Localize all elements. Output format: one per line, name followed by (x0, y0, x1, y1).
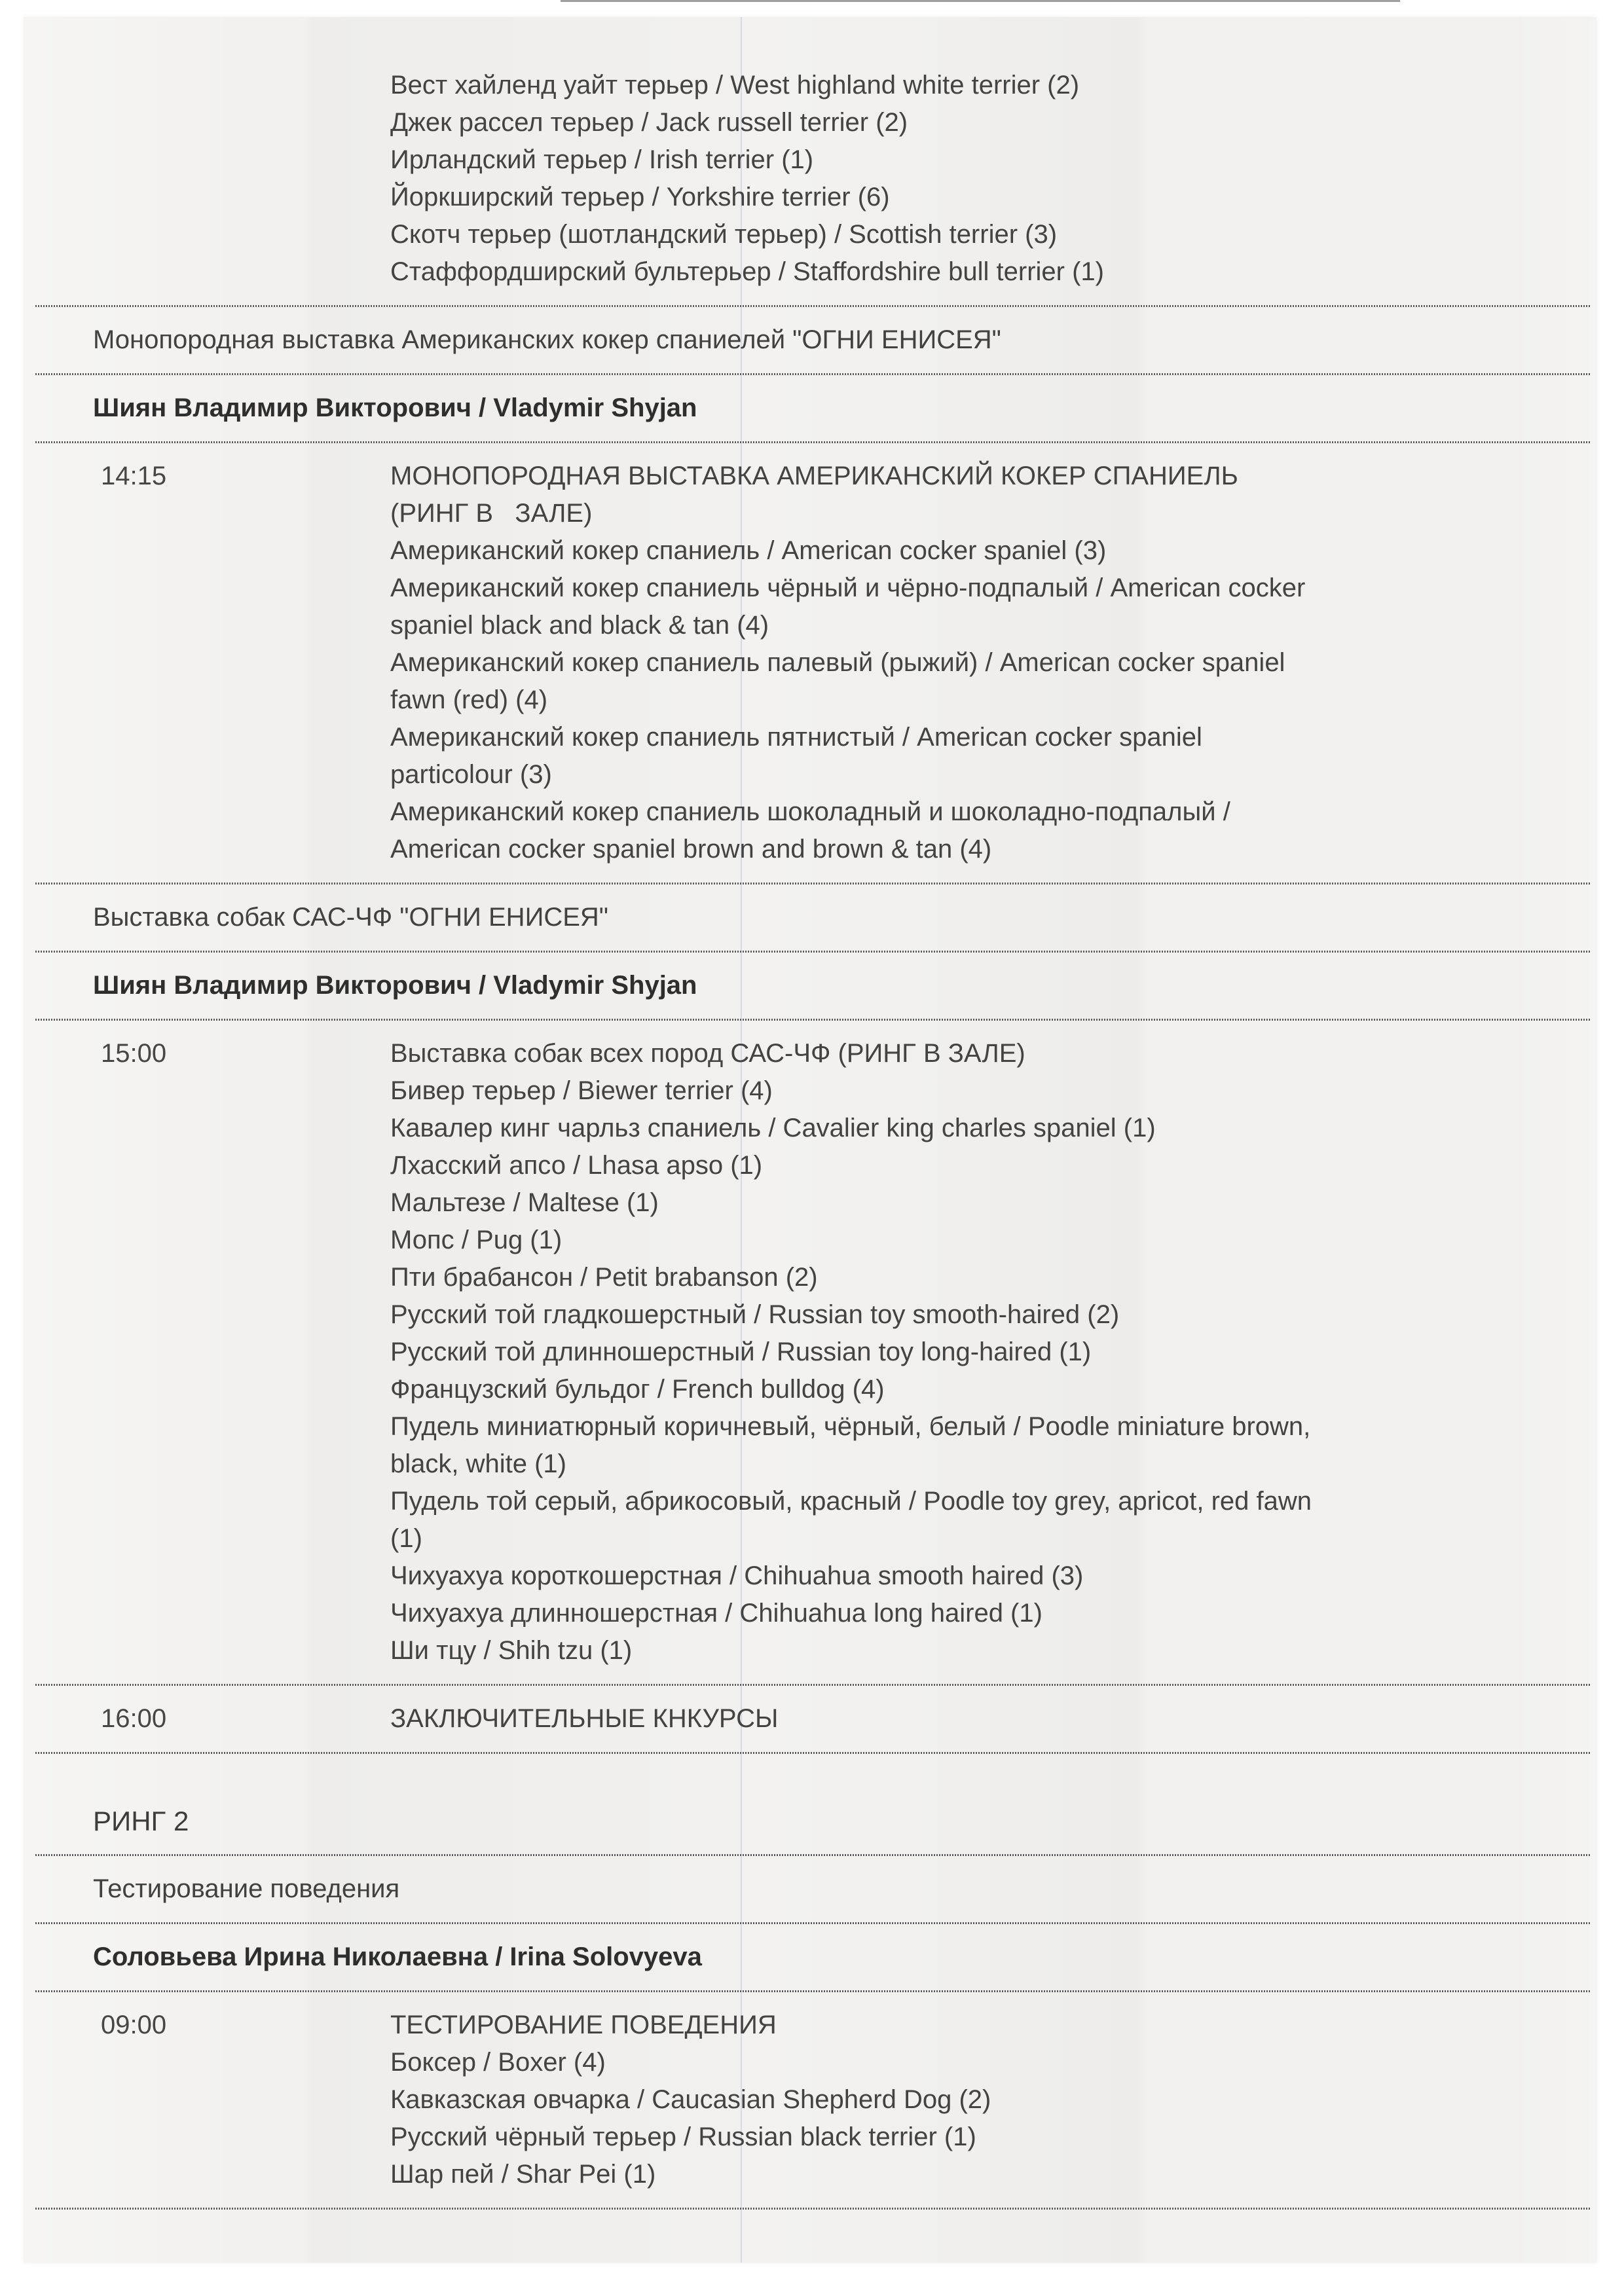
schedule-row (24, 67, 1596, 291)
event-line: Боксер / Boxer (4) (390, 2048, 606, 2077)
event-line: Американский кокер спаниель палевый (рыжий) / American cocker spaniel (390, 648, 1285, 677)
section-title: Тестирование поведения (93, 1874, 400, 1903)
divider-rule (35, 883, 1590, 884)
event-line: American cocker spaniel brown and brown & tan (4) (390, 835, 992, 864)
event-line: Ши тцу / Shih tzu (1) (390, 1636, 633, 1665)
schedule-row (24, 458, 1596, 868)
event-line: Шар пей / Shar Pei (1) (390, 2160, 656, 2189)
event-cell (390, 67, 1590, 291)
event-line: particolour (3) (390, 760, 552, 789)
event-line: Американский кокер спаниель пятнистый / American cocker spaniel (390, 723, 1202, 752)
time-cell: 16:00 (101, 1704, 167, 1733)
time-cell: 09:00 (101, 2011, 167, 2039)
event-line: Чихуахуа длинношерстная / Chihuahua long haired (1) (390, 1599, 1043, 1628)
scanned-document-page (24, 17, 1596, 2263)
divider-rule (35, 1922, 1590, 1924)
event-line: fawn (red) (4) (390, 685, 548, 714)
divider-rule (35, 1990, 1590, 1992)
divider-rule (35, 1752, 1590, 1754)
event-line: spaniel black and black & tan (4) (390, 611, 769, 640)
event-cell (390, 2007, 1590, 2193)
section-title: Монопородная выставка Американских кокер спаниелей "ОГНИ ЕНИСЕЯ" (93, 325, 1001, 354)
judge-name: Шиян Владимир Викторович / Vladymir Shyjan (93, 393, 697, 422)
event-line: Ирландский терьер / Irish terrier (1) (390, 145, 814, 174)
event-line: Мопс / Pug (1) (390, 1226, 563, 1254)
event-line: Русский той гладкошерстный / Russian toy smooth-haired (2) (390, 1300, 1120, 1329)
event-line: Выставка собак всех пород САС-ЧФ (РИНГ В ЗАЛЕ) (390, 1039, 1025, 1068)
divider-rule (35, 2208, 1590, 2210)
event-line: Французский бульдог / French bulldog (4) (390, 1375, 885, 1404)
event-line: Мальтезе / Maltese (1) (390, 1188, 659, 1217)
divider-rule (35, 441, 1590, 443)
schedule-row (24, 1035, 1596, 1669)
event-line: Бивер терьер / Biewer terrier (4) (390, 1076, 773, 1105)
judge-name: Соловьева Ирина Николаевна / Irina Solovyeva (93, 1942, 702, 1971)
divider-rule (35, 1684, 1590, 1686)
event-line: МОНОПОРОДНАЯ ВЫСТАВКА АМЕРИКАНСКИЙ КОКЕР СПАНИЕЛЬ (390, 462, 1238, 490)
ring-heading: РИНГ 2 (93, 1806, 189, 1836)
section-title: Выставка собак САС-ЧФ "ОГНИ ЕНИСЕЯ" (93, 903, 608, 932)
event-line: Пти брабансон / Petit brabanson (2) (390, 1263, 818, 1292)
event-line: Пудель той серый, абрикосовый, красный / Poodle toy grey, apricot, red fawn (390, 1487, 1312, 1516)
event-line: Чихуахуа короткошерстная / Chihuahua smooth haired (3) (390, 1561, 1084, 1590)
divider-rule (35, 1019, 1590, 1021)
divider-rule (35, 951, 1590, 953)
event-line: (1) (390, 1524, 422, 1553)
event-line: ТЕСТИРОВАНИЕ ПОВЕДЕНИЯ (390, 2011, 777, 2039)
divider-rule (35, 373, 1590, 375)
event-line: Русский чёрный терьер / Russian black terrier (1) (390, 2123, 976, 2151)
time-cell: 14:15 (101, 462, 167, 490)
event-line: black, white (1) (390, 1449, 566, 1478)
schedule-row (24, 1700, 1596, 1738)
event-line: Пудель миниатюрный коричневый, чёрный, белый / Poodle miniature brown, (390, 1412, 1311, 1441)
schedule-content (24, 17, 1596, 2263)
event-line: Скотч терьер (шотландский терьер) / Scottish terrier (3) (390, 220, 1058, 249)
event-line: (РИНГ В ЗАЛЕ) (390, 499, 593, 528)
event-line: Кавказская овчарка / Caucasian Shepherd Dog (2) (390, 2085, 991, 2114)
event-line: Американский кокер спаниель чёрный и чёрно-подпалый / American cocker (390, 574, 1306, 602)
event-cell (390, 1035, 1590, 1669)
judge-name: Шиян Владимир Викторович / Vladymir Shyjan (93, 971, 697, 1000)
time-cell: 15:00 (101, 1039, 167, 1068)
event-cell (390, 1700, 1590, 1738)
event-line: Вест хайленд уайт терьер / West highland white terrier (2) (390, 71, 1080, 100)
schedule-row (24, 2007, 1596, 2193)
event-line: Американский кокер спаниель / American cocker spaniel (3) (390, 536, 1107, 565)
event-line: Йоркширский терьер / Yorkshire terrier (6) (390, 183, 890, 211)
event-line: Кавалер кинг чарльз спаниель / Cavalier king charles spaniel (1) (390, 1114, 1156, 1142)
event-line: Стаффордширский бультерьер / Staffordshire bull terrier (1) (390, 257, 1104, 286)
scan-edge-artifact (561, 0, 1400, 2)
event-line: Лхасский апсо / Lhasa apso (1) (390, 1151, 763, 1180)
event-cell (390, 458, 1590, 868)
event-line: Джек рассел терьер / Jack russell terrier (2) (390, 108, 908, 137)
event-line: ЗАКЛЮЧИТЕЛЬНЫЕ КНКУРСЫ (390, 1704, 779, 1733)
divider-rule (35, 1854, 1590, 1856)
event-line: Американский кокер спаниель шоколадный и шоколадно-подпалый / (390, 797, 1230, 826)
divider-rule (35, 305, 1590, 307)
event-line: Русский той длинношерстный / Russian toy long-haired (1) (390, 1338, 1092, 1366)
time-cell (24, 67, 390, 291)
